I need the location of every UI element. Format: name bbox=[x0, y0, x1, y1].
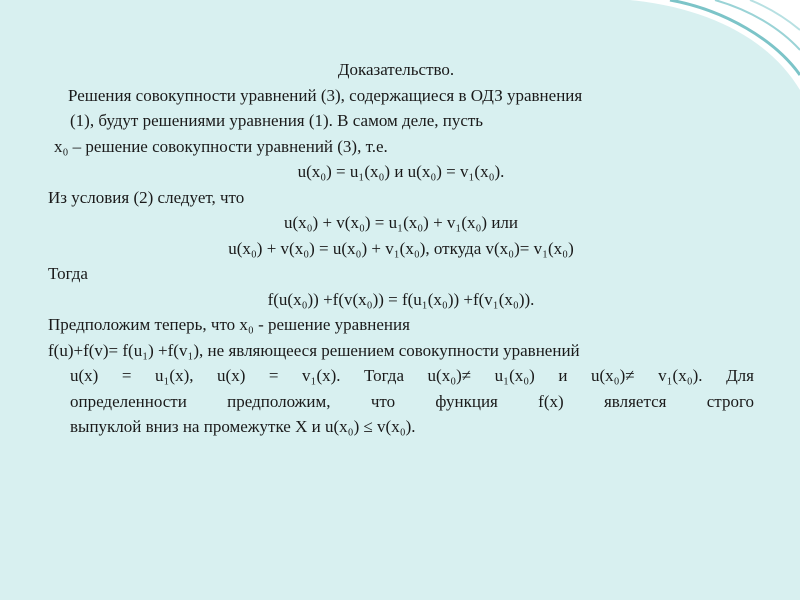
proof-paragraph-line-2: (1), будут решениями уравнения (1). В самом деле, пусть bbox=[70, 111, 484, 130]
second-paragraph-line-1: f(u)+f(v)= f(u₁) +f(v₁), не являющееся решением совокупности уравнений bbox=[48, 340, 580, 360]
equation-2: u(x₀) + v(x₀) = u₁(x₀) + v₁(x₀) или bbox=[283, 213, 519, 232]
second-paragraph-line-4: выпуклой вниз на промежутке X и u(x₀) ≤ v(x₀). bbox=[70, 417, 416, 436]
equation-3: u(x₀) + v(x₀) = u(x₀) + v₁(x₀), откуда v(x₀)= v₁(x₀) bbox=[228, 238, 574, 258]
slide-content bbox=[48, 57, 754, 440]
second-paragraph-line-2: u(x) = u₁(x), u(x) = v₁(x). Тогда u(x₀)≠ u₁(x₀) и u(x₀)≠ v₁(x₀). Для bbox=[70, 366, 754, 385]
then-text: Тогда bbox=[48, 264, 88, 283]
proof-paragraph-line-1: Решения совокупности уравнений (3), содержащиеся в ОДЗ уравнения bbox=[68, 85, 583, 105]
slide-title: Доказательство. bbox=[337, 60, 455, 79]
condition-text: Из условия (2) следует, что bbox=[48, 187, 245, 207]
second-paragraph-line-3: определенности предположим, что функция f(x) является строго bbox=[70, 391, 754, 411]
suppose-text: Предположим теперь, что x₀ - решение уравнения bbox=[48, 315, 410, 334]
equation-4: f(u(x₀)) +f(v(x₀)) = f(u₁(x₀)) +f(v₁(x₀)). bbox=[267, 289, 535, 309]
equation-1: u(x₀) = u₁(x₀) и u(x₀) = v₁(x₀). bbox=[297, 162, 505, 181]
proof-paragraph-line-3: x₀ – решение совокупности уравнений (3), т.е. bbox=[54, 136, 388, 156]
